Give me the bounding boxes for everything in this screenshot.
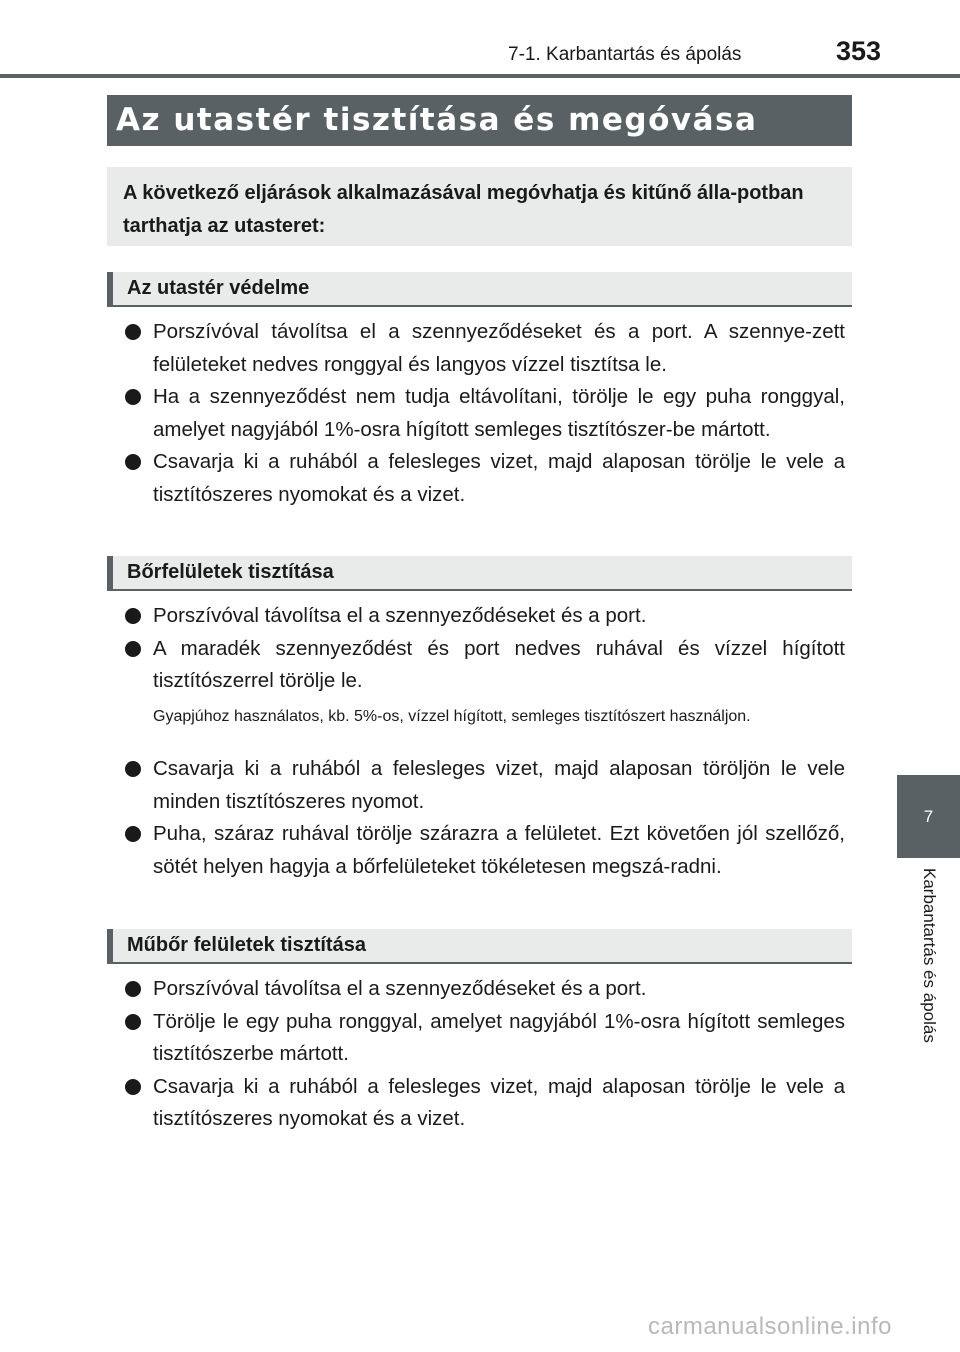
bullet-icon — [125, 826, 141, 842]
bullet-icon — [125, 608, 141, 624]
list-item-text: Porszívóval távolítsa el a szennyeződéseket és a port. — [153, 977, 647, 1000]
section-heading-interior-protection: Az utastér védelme — [107, 272, 852, 307]
bullet-icon — [125, 981, 141, 997]
chapter-tab: 7 — [897, 775, 960, 858]
list-item-text: Porszívóval távolítsa el a szennyeződéseket és a port. — [153, 604, 647, 627]
bullet-icon — [125, 389, 141, 405]
bullet-icon — [125, 641, 141, 657]
list-synthetic-leather — [125, 973, 845, 1136]
list-item-text: Csavarja ki a ruhából a felesleges vizet, majd alaposan törölje le vele a tisztítószeres nyomokat és a vizet. — [153, 450, 845, 506]
list-item — [125, 1006, 845, 1071]
list-item — [125, 973, 845, 1006]
list-item — [125, 753, 845, 818]
list-item — [125, 316, 845, 381]
list-item-text: Puha, száraz ruhával törölje szárazra a felületet. Ezt követően jól szellőző, sötét helyen hagyja a bőrfelületeket tökéletesen megszá-radni. — [153, 822, 845, 878]
bullet-icon — [125, 1079, 141, 1095]
list-leather-cleaning — [125, 600, 845, 698]
note-text: Gyapjúhoz használatos, kb. 5%-os, vízzel hígított, semleges tisztítószert használjon. — [153, 708, 751, 725]
intro-box: A következő eljárások alkalmazásával megóvhatja és kitűnő álla-potban tarthatja az utasteret: — [107, 167, 852, 246]
list-interior-protection — [125, 316, 845, 511]
bullet-icon — [125, 761, 141, 777]
list-item-text: A maradék szennyeződést és port nedves ruhával és vízzel hígított tisztítószerrel törölje le. — [153, 636, 845, 692]
list-leather-cleaning-continued — [125, 753, 845, 883]
bullet-icon — [125, 324, 141, 340]
header-divider — [0, 74, 960, 78]
bullet-icon — [125, 454, 141, 470]
chapter-label-text: Karbantartás és ápolás — [919, 868, 939, 1043]
section-heading-synthetic-leather: Műbőr felületek tisztítása — [107, 929, 852, 964]
list-item — [125, 1071, 845, 1136]
list-item-text: Porszívóval távolítsa el a szennyeződéseket és a port. A szennye-zett felületeket nedves ronggyal és langyos vízzel tisztítsa le. — [153, 320, 845, 376]
page-title: Az utastér tisztítása és megóvása — [107, 95, 852, 146]
header-section-title: 7-1. Karbantartás és ápolás — [508, 44, 742, 65]
list-item — [125, 381, 845, 446]
list-item — [125, 633, 845, 698]
list-item — [125, 446, 845, 511]
bullet-icon — [125, 1014, 141, 1030]
list-item-text: Ha a szennyeződést nem tudja eltávolítani, törölje le egy puha ronggyal, amelyet nagyjából 1%-osra hígított semleges tisztítószer-be mártott. — [153, 385, 845, 441]
list-item-text: Csavarja ki a ruhából a felesleges vizet, majd alaposan törölje le vele a tisztítószeres nyomokat és a vizet. — [153, 1074, 845, 1130]
list-item-text: Törölje le egy puha ronggyal, amelyet nagyjából 1%-osra hígított semleges tisztítószerbe mártott. — [153, 1009, 845, 1065]
page-number: 353 — [836, 36, 882, 66]
list-item — [125, 600, 845, 633]
list-item-text: Csavarja ki a ruhából a felesleges vizet, majd alaposan töröljön le vele minden tisztítószeres nyomot. — [153, 757, 845, 813]
watermark: carmanualsonline.info — [648, 1313, 892, 1340]
list-item — [125, 818, 845, 883]
section-heading-leather-cleaning: Bőrfelületek tisztítása — [107, 556, 852, 591]
chapter-label — [897, 868, 960, 1078]
